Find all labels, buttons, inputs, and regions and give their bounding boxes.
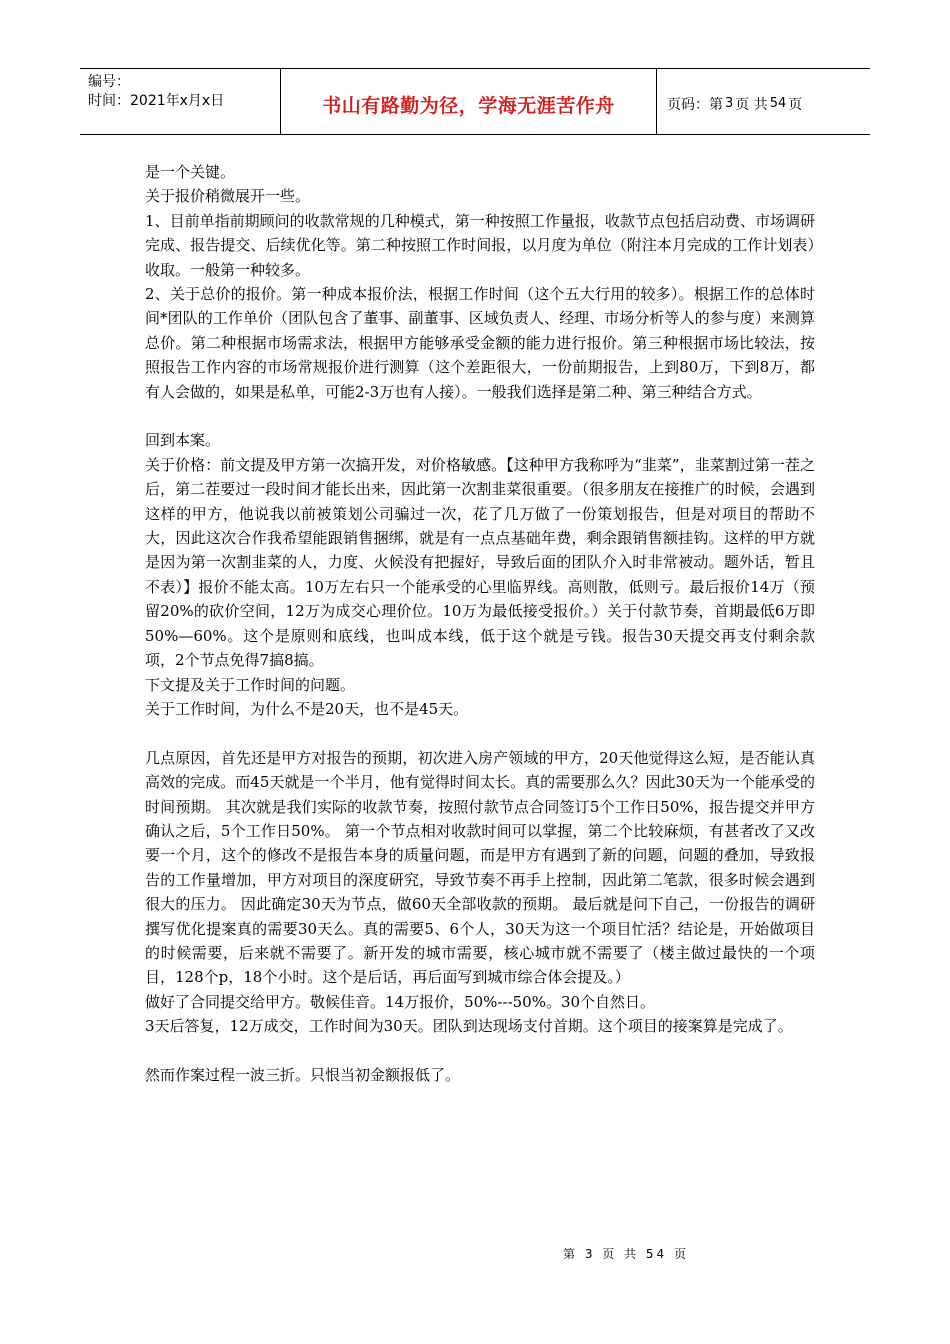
document-date: 时间：2021年x月x日	[88, 93, 225, 109]
header-motto: 书山有路勤为径，学海无涯苦作舟	[280, 69, 657, 134]
blank-line	[145, 1039, 815, 1063]
page-prefix: 页码：第	[667, 96, 723, 113]
document-body	[145, 160, 815, 1087]
page-current: 3	[725, 96, 734, 111]
paragraph: 回到本案。	[145, 431, 221, 450]
paragraph: 下文提及关于工作时间的问题。	[145, 675, 356, 694]
paragraph: 2、关于总价的报价。第一种成本报价法，根据工作时间（这个五大行用的较多）。根据工作的总体时间*团队的工作单价（团队包含了董事、副董事、区域负责人、经理、市场分析等人的参与度）来测算总价。第二种根据市场需求法，根据甲方能够承受金额的能力进行报价。第三种根据市场比较法，按照报告工作内容的市场常规报价进行测算（这个差距很大，一份前期报告，上到80万，下到8万，都有人会做的，如果是私单，可能2-3万也有人接）。一般我们选择是第二种、第三种结合方式。	[145, 285, 815, 401]
paragraph: 是一个关键。	[145, 163, 236, 181]
page-footer: 第 3 页 共 54 页	[563, 1247, 689, 1261]
document-number-label: 编号：	[88, 74, 130, 90]
blank-line	[145, 721, 815, 745]
paragraph: 关于报价稍微展开一些。	[145, 187, 311, 206]
page-total: 54	[769, 96, 787, 111]
paragraph: 3天后答复，12万成交，工作时间为30天。团队到达现场支付首期。这个项目的接案算是完成了。	[145, 1017, 793, 1036]
page-header	[80, 68, 870, 135]
header-page-info	[657, 69, 870, 134]
paragraph: 做好了合同提交给甲方。敬候佳音。14万报价，50%---50%。30个自然日。	[145, 992, 656, 1011]
page-suffix: 页	[788, 96, 803, 113]
page-mid: 页 共	[735, 96, 768, 113]
header-meta	[80, 69, 280, 134]
paragraph: 1、目前单指前期顾问的收款常规的几种模式，第一种按照工作量报，收款节点包括启动费、市场调研完成、报告提交、后续优化等。第二种按照工作时间报，以月度为单位（附注本月完成的工作计划表）收取。一般第一种较多。	[145, 211, 815, 279]
paragraph: 然而作案过程一波三折。只恨当初金额报低了。	[145, 1065, 461, 1084]
blank-line	[145, 404, 815, 428]
paragraph: 关于工作时间，为什么不是20天，也不是45天。	[145, 699, 469, 718]
paragraph: 几点原因，首先还是甲方对报告的预期，初次进入房产领域的甲方，20天他觉得这么短，是否能认真高效的完成。而45天就是一个半月，他有觉得时间太长。真的需要那么久？因此30天为一个能承受的时间预期。 其次就是我们实际的收款节奏，按照付款节点合同签订5个工作日50%，报告提交并甲方确认之后，5个工作日50%。 第一个节点相对收款时间可以掌握，第二个比较麻烦，有甚者改了又改要一个月，这个的修改不是报告本身的质量问题，而是甲方有遇到了新的问题，问题的叠加，导致报告的工作量增加，甲方对项目的深度研究，导致节奏不再手上控制，因此第二笔款，很多时候会遇到很大的压力。 因此确定30天为节点，做60天全部收款的预期。 最后就是问下自己，一份报告的调研撰写优化提案真的需要30天么。真的需要5、6个人，30天为这一个项目忙活？结论是，开始做项目的时候需要，后来就不需要了。新开发的城市需要，核心城市就不需要了（楼主做过最快的一个项目，128个p，18个小时。这个是后话，再后面写到城市综合体会提及。）	[145, 748, 815, 987]
paragraph: 关于价格：前文提及甲方第一次搞开发，对价格敏感。【这种甲方我称呼为“韭菜”，韭菜割过第一茬之后，第二茬要过一段时间才能长出来，因此第一次割韭菜很重要。（很多朋友在接推广的时候，会遇到这样的甲方，他说我以前被策划公司骗过一次，花了几万做了一份策划报告，但是对项目的帮助不大，因此这次合作我希望能跟销售捆绑，就是有一点点基础年费，剩余跟销售额挂钩。这样的甲方就是因为第一次割韭菜的人，力度、火候没有把握好，导致后面的团队介入时非常被动。题外话，暂且不表）】报价不能太高。10万左右只一个能承受的心里临界线。高则散，低则亏。最后报价14万（预留20%的砍价空间，12万为成交心理价位。10万为最低接受报价。）关于付款节奏，首期最低6万即50%—60%。这个是原则和底线，也叫成本线，低于这个就是亏钱。报告30天提交再支付剩余款项，2个节点免得7搞8搞。	[145, 455, 815, 670]
